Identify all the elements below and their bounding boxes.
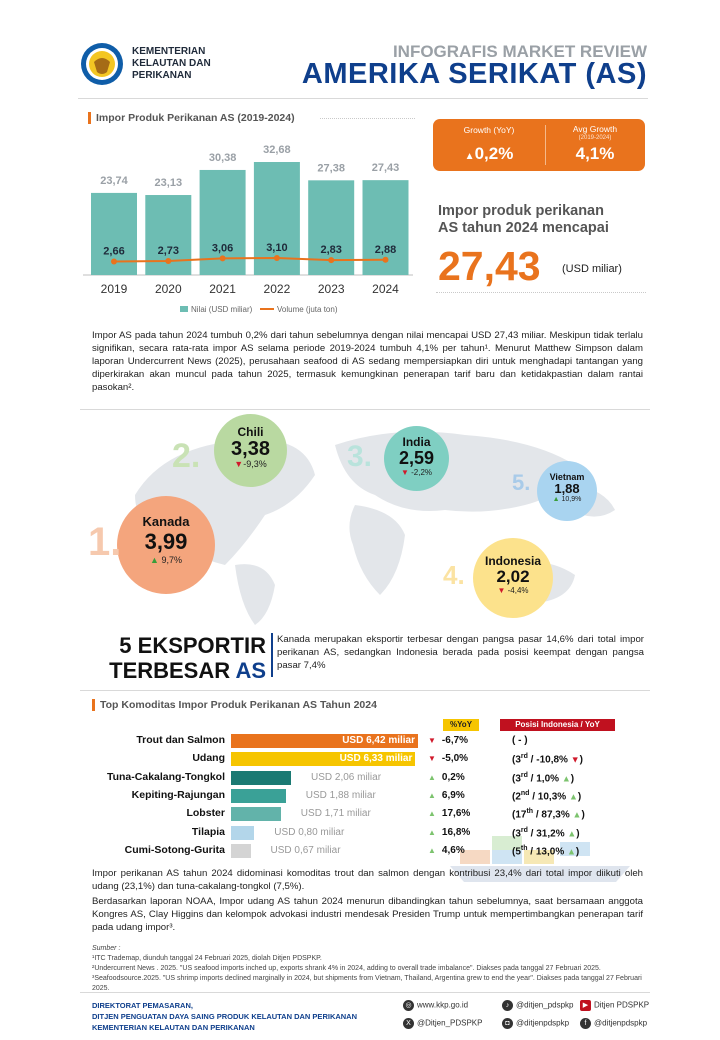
facebook-link[interactable]: f @ditjenpdspkp [580, 1018, 647, 1029]
volume-value-label: 2,88 [374, 243, 397, 256]
ministry-name: KEMENTERIAN KELAUTAN DAN PERIKANAN [132, 46, 211, 81]
web-link[interactable]: ◎ www.kkp.go.id [403, 1000, 468, 1011]
commodity-paragraph-2: Berdasarkan laporan NOAA, Impor udang AS tahun 2024 menurun dibandingkan tahun sebelumnya, saat bersamaan anggota Kongres AS, Clay Higgins dan kelompok advokasi industri mendesak Presiden Trump untuk mempertimbangkan penerapan tarif pada udang impor³. [92, 896, 643, 933]
volume-point [274, 255, 280, 261]
source-3: ³Seafoodsource.2025. "US shrimp imports declined marginally in 2024, but shipments from Vietnam, Thailand, Argentina grew to end the year". Diakses pada tanggal 27 Februari 2025. [92, 975, 642, 992]
bar-value-label: 23,13 [154, 177, 183, 190]
bar-value-label: 27,38 [317, 162, 345, 175]
commodity-value-label: USD 6,42 miliar [342, 735, 415, 746]
exporter-text: Kanada merupakan eksportir terbesar dengan pangsa pasar 14,6% dari total impor perikanan AS, sedangkan Indonesia berada pada posisi keempat dengan pangsa pasar 7,4% [277, 634, 644, 671]
commodity-row [0, 788, 720, 806]
x-tick-label: 2023 [317, 282, 345, 296]
growth-avg-label: Avg Growth [572, 124, 618, 134]
globe-icon: ◎ [403, 1000, 414, 1011]
up-arrow-icon: ▲ [572, 809, 582, 820]
exporter-rank-2: 2. [172, 437, 201, 475]
page-title: AMERIKA SERIKAT (AS) [301, 58, 647, 90]
exporter-change: ▼ -2,2% [400, 468, 433, 477]
legend-swatch-nilai [180, 306, 188, 312]
down-arrow-icon: ▼ [428, 754, 436, 764]
exporter-title-line1: 5 EKSPORTIR [119, 633, 266, 658]
exporter-circle-indonesia [473, 538, 553, 618]
up-arrow-icon: ▲ [150, 555, 159, 565]
exporter-rule [80, 690, 650, 691]
exporter-value: 1,88 [554, 481, 580, 496]
up-arrow-icon: ▲ [428, 809, 436, 819]
up-arrow-icon: ▲ [561, 772, 571, 783]
chart1-title: Impor Produk Perikanan AS (2019-2024) [88, 112, 295, 124]
commodity-yoy: ▲ 0,2% [428, 771, 465, 783]
bar-value-label: 23,74 [100, 174, 128, 187]
commodity-value-label: USD 1,71 miliar [300, 808, 371, 820]
tiktok-icon: ♪ [502, 1000, 513, 1011]
commodity-value-label: USD 6,33 miliar [339, 753, 413, 765]
posisi-header: Posisi Indonesia / YoY [500, 719, 615, 731]
exporter-title [90, 633, 266, 683]
import-chart [80, 125, 420, 320]
volume-value-label: 2,73 [157, 244, 180, 257]
commodity-yoy: ▲ 16,8% [428, 826, 471, 838]
x-icon: X [403, 1018, 414, 1029]
x-tick-label: 2024 [372, 282, 399, 296]
up-arrow-icon: ▲ [464, 151, 475, 162]
exporter-circle-india [384, 426, 449, 491]
sources [92, 944, 652, 994]
exporter-change: ▼-9,3% [234, 459, 267, 469]
up-arrow-icon: ▲ [428, 827, 436, 837]
volume-point [165, 258, 171, 264]
commodity-name: Lobster [186, 807, 225, 820]
commodity-row [0, 806, 720, 824]
exporter-rank-1: 1. [88, 520, 122, 564]
commodity-value-label: USD 2,06 miliar [311, 771, 382, 783]
twitter-link[interactable]: X @Ditjen_PDSPKP [403, 1018, 482, 1029]
exporter-name: Vietnam [549, 472, 585, 482]
down-arrow-icon: ▼ [570, 754, 580, 765]
growth-yoy-label: Growth (YoY) [463, 125, 515, 135]
indonesia-position: (5th / 13,0% ▲) [512, 844, 580, 858]
down-arrow-icon: ▼ [400, 468, 409, 477]
exporter-change: ▲ 9,7% [150, 555, 182, 565]
volume-point [383, 257, 389, 263]
intro-rule [80, 409, 650, 410]
commodity-value-label: USD 0,80 miliar [274, 826, 345, 838]
tiktok-link[interactable]: ♪ @ditjen_pdspkp [502, 1000, 574, 1011]
exporter-title-line2: TERBESAR AS [109, 658, 266, 683]
x-tick-label: 2021 [209, 282, 236, 296]
bar-value-label: 32,68 [263, 144, 291, 156]
instagram-link[interactable]: ◘ @ditjenpdspkp [502, 1018, 569, 1029]
commodity-row [0, 843, 720, 861]
yoy-header: %YoY [443, 719, 479, 731]
volume-value-label: 2,83 [320, 244, 342, 257]
highlight-value: 27,43 [438, 243, 541, 289]
legend-label-volume: Volume (juta ton) [277, 305, 338, 314]
instagram-icon: ◘ [502, 1018, 513, 1029]
down-arrow-icon: ▼ [234, 459, 244, 469]
up-arrow-icon: ▲ [568, 791, 578, 802]
volume-point [111, 259, 117, 265]
sources-label: Sumber : [92, 945, 121, 952]
intro-paragraph: Impor AS pada tahun 2024 tumbuh 0,2% dari tahun sebelumnya dengan nilai mencapai USD 27,43 miliar. Meskipun tidak terlalu signifikan, secara rata-rata impor AS selama periode 2019-2024 tumbuh 4,1% per tahun¹. Menurut Matthew Simpson dalam laporan Undercurrent News (2025), perusahaan seafood di AS sedang mempersiapkan diri untuk menghadapi tantangan yang diperkirakan akan muncul pada tahun 2025, termasuk kemungkinan penerapan tarif baru dan ketidakpastian dalam rantai pasokan². [92, 330, 643, 393]
facebook-icon: f [580, 1018, 591, 1029]
youtube-icon: ▶ [580, 1000, 591, 1011]
exporter-circle-vietnam [537, 461, 597, 521]
growth-avg-sub: (2019-2024) [578, 135, 612, 141]
exporter-value: 3,99 [144, 529, 188, 554]
exporter-change: ▼ -4,4% [497, 586, 529, 595]
commodity-yoy: ▼ -5,0% [428, 753, 469, 765]
commodity-yoy: ▲ 6,9% [428, 789, 465, 801]
indonesia-position: (2nd / 10,3% ▲) [512, 789, 582, 803]
x-tick-label: 2020 [154, 282, 182, 296]
bar-value-label: 30,38 [208, 151, 237, 164]
volume-point [328, 257, 334, 263]
indonesia-position: (3rd / -10,8% ▼) [512, 753, 583, 766]
commodity-bar [231, 807, 281, 821]
commodity-bar [231, 771, 291, 785]
exporter-value: 2,59 [398, 448, 435, 468]
commodity-row [0, 733, 720, 751]
bar-value-label: 27,43 [371, 162, 400, 175]
footer-rule [80, 992, 650, 993]
up-arrow-icon: ▲ [552, 496, 560, 503]
exporter-value: 2,02 [496, 567, 530, 586]
exporter-rank-4: 4. [443, 560, 465, 590]
exporter-name: Chili [237, 425, 264, 439]
up-arrow-icon: ▲ [567, 827, 577, 838]
x-tick-label: 2022 [263, 282, 291, 296]
ministry-logo [80, 42, 124, 86]
up-arrow-icon: ▲ [428, 790, 436, 800]
footer-org: DIREKTORAT PEMASARAN, DITJEN PENGUATAN DAYA SAING PRODUK KELAUTAN DAN PERIKANAN KEMENTERIAN KELAUTAN DAN PERIKANAN [92, 1001, 358, 1032]
commodity-value-label: USD 1,88 miliar [305, 789, 376, 801]
x-tick-label: 2019 [100, 282, 128, 296]
commodity-paragraph-1: Impor perikanan AS tahun 2024 didominasi komoditas trout dan salmon dengan kontribusi 23,4% dari total impor diikuti oleh udang (23,1%) dan tuna-cakalang-tongkol (7,5%). [92, 868, 643, 892]
commodity-bar [231, 789, 286, 803]
header-rule [78, 98, 648, 99]
volume-value-label: 3,10 [266, 242, 288, 254]
highlight-text: Impor produk perikanan AS tahun 2024 mencapai [438, 203, 609, 236]
highlight-rule [436, 292, 646, 293]
commodity-row [0, 825, 720, 843]
up-arrow-icon: ▲ [428, 772, 436, 782]
commodity-name: Udang [192, 752, 225, 765]
growth-yoy-value: ▲0,2% [464, 144, 514, 163]
exporter-name: India [402, 435, 431, 449]
commodity-value-label: USD 0,67 miliar [270, 844, 341, 856]
commodity-bar [231, 844, 251, 858]
commodity-name: Tuna-Cakalang-Tongkol [106, 770, 225, 783]
commodity-yoy: ▲ 17,6% [428, 808, 471, 820]
down-arrow-icon: ▼ [428, 736, 436, 745]
source-1: ¹ITC Trademap, diunduh tanggal 24 Februari 2025, diolah Ditjen PDSPKP. [92, 955, 322, 962]
indonesia-position: (17th / 87,3% ▲) [512, 808, 585, 821]
up-arrow-icon: ▲ [566, 846, 576, 857]
exporter-change: ▲ 10,9% [552, 496, 582, 503]
commodity-yoy: ▼ -6,7% [428, 735, 469, 746]
chart2-title: Top Komoditas Impor Produk Perikanan AS Tahun 2024 [92, 699, 377, 711]
exporter-rank-3: 3. [347, 440, 373, 473]
volume-value-label: 3,06 [211, 242, 234, 255]
indonesia-position: (3rd / 31,2% ▲) [512, 826, 580, 839]
volume-point [220, 255, 226, 261]
down-arrow-icon: ▼ [497, 586, 506, 595]
exporter-divider [271, 633, 273, 677]
kicker: INFOGRAFIS MARKET REVIEW [392, 42, 647, 61]
volume-value-label: 2,66 [103, 245, 125, 258]
indonesia-position: ( - ) [512, 735, 528, 746]
exporter-circle-chili [214, 414, 287, 487]
exporter-name: Indonesia [484, 554, 541, 568]
highlight-unit: (USD miliar) [562, 263, 622, 275]
commodity-name: Trout dan Salmon [136, 734, 225, 746]
youtube-link[interactable]: ▶ Ditjen PDSPKP [580, 1000, 649, 1011]
chart1-title-rule [320, 118, 415, 119]
commodity-name: Kepiting-Rajungan [131, 788, 225, 801]
up-arrow-icon: ▲ [428, 845, 436, 855]
growth-avg-value: 4,1% [575, 144, 615, 163]
legend-label-nilai: Nilai (USD miliar) [191, 305, 253, 314]
commodity-row [0, 751, 720, 769]
commodity-bar [231, 826, 254, 840]
exporter-rank-5: 5. [512, 470, 531, 495]
indonesia-position: (3rd / 1,0% ▲) [512, 771, 575, 784]
commodity-name: Cumi-Sotong-Gurita [124, 843, 225, 856]
source-2: ²Undercurrent News . 2025. "US seafood imports inched up, exports shrank 4% in 2024, adding to overall trade imbalance". Diakses pada tanggal 27 Februari 2025. [92, 965, 601, 972]
commodity-yoy: ▲ 4,6% [428, 844, 465, 856]
commodity-name: Tilapia [191, 825, 225, 838]
exporter-circle-kanada [117, 496, 215, 594]
exporter-name: Kanada [142, 514, 190, 529]
exporter-value: 3,38 [231, 438, 270, 460]
commodity-row [0, 770, 720, 788]
